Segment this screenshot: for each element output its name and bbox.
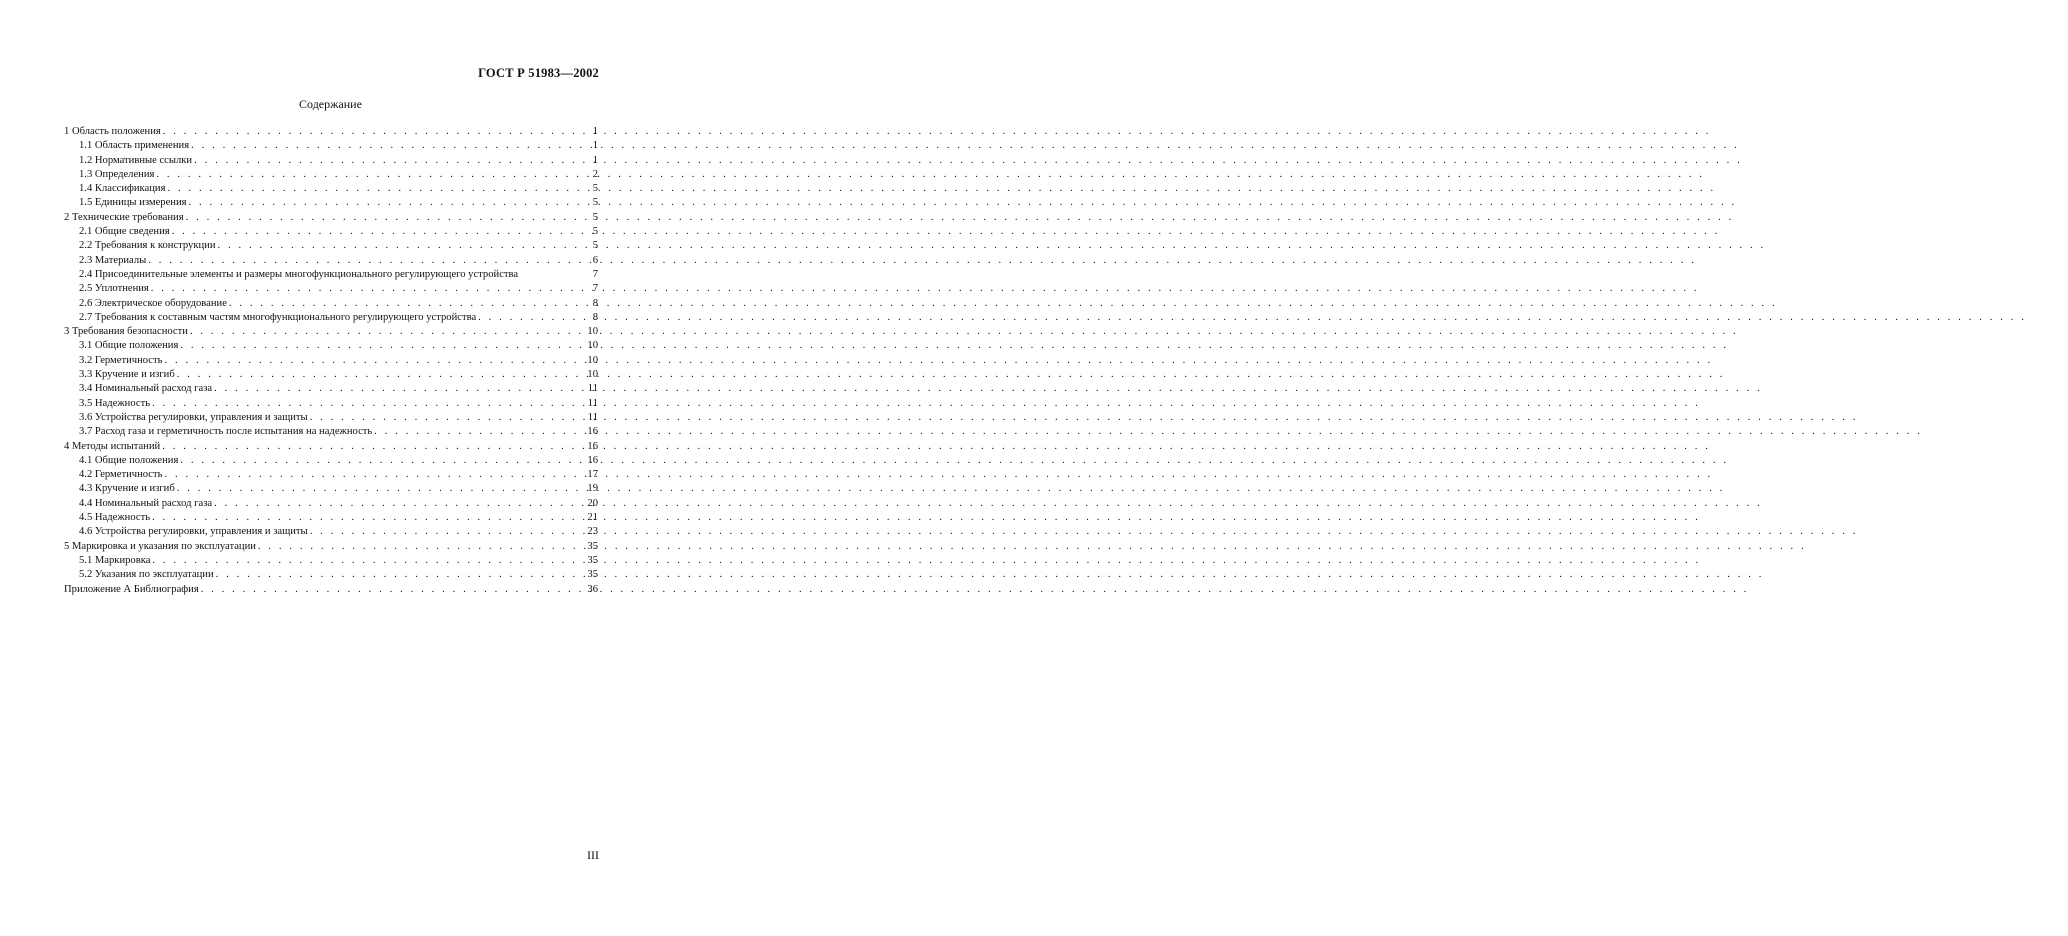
toc-entry-label: 2.2 Требования к конструкции [79, 240, 216, 252]
toc-leader-dots [192, 154, 585, 168]
toc-entry-label: 2.4 Присоединительные элементы и размеры многофункционального регулирующего устройства [79, 268, 519, 280]
toc-title: Содержание [299, 97, 362, 111]
toc-entry-page: 10 [587, 354, 598, 366]
toc-entry-page: 8 [592, 297, 598, 309]
toc-entry [64, 482, 598, 496]
toc-entry-page: 5 [592, 226, 598, 238]
toc-entry-label: 4.4 Номинальный расход газа [79, 497, 213, 509]
toc-entry [64, 139, 598, 153]
toc-entry-page: 11 [587, 411, 598, 423]
toc-entry [64, 311, 598, 325]
toc-entry-page: 1 [592, 140, 598, 152]
toc-leader-dots [184, 211, 585, 225]
toc-entry-label: 4 Методы испытаний [64, 440, 161, 452]
toc-entry [64, 339, 598, 353]
toc-entry-label: 3.1 Общие положения [79, 340, 179, 352]
toc-entry-page: 5 [592, 183, 598, 195]
toc-entry-page: 35 [587, 554, 598, 566]
toc-entry-page: 36 [587, 583, 598, 595]
toc-entry [64, 425, 598, 439]
toc-entry-label: 4.3 Кручение и изгиб [79, 483, 175, 495]
toc-leader-dots [154, 168, 585, 182]
toc-leader-dots [150, 397, 585, 411]
toc-entry-page: 17 [587, 469, 598, 481]
toc-entry-label: 1.4 Классификация [79, 183, 166, 195]
toc-entry [64, 168, 598, 182]
toc-entry [64, 525, 598, 539]
toc-leader-dots [160, 440, 584, 454]
toc-entry-label: 3.3 Кручение и изгиб [79, 369, 175, 381]
toc-entry [64, 511, 598, 525]
toc-entry [64, 540, 598, 554]
toc-entry-page: 16 [587, 440, 598, 452]
toc-entry [64, 554, 598, 568]
toc-entry-page: 5 [592, 197, 598, 209]
toc-leader-dots [162, 468, 584, 482]
toc-entry-page: 10 [587, 326, 598, 338]
toc-entry-page: 5 [592, 211, 598, 223]
toc-entry [64, 368, 598, 382]
toc-entry [64, 583, 598, 597]
toc-entry-page: 35 [587, 540, 598, 552]
toc-entry-page: 20 [587, 497, 598, 509]
toc-entry-label: 2.6 Электрическое оборудование [79, 297, 227, 309]
toc-entry-page: 16 [587, 426, 598, 438]
toc-entry-page: 6 [592, 254, 598, 266]
toc-leader-dots [146, 254, 585, 268]
toc-entry [64, 397, 598, 411]
toc-leader-dots [188, 325, 584, 339]
toc-entry [64, 239, 598, 253]
toc-entry-label: 5.1 Маркировка [79, 554, 151, 566]
toc-leader-dots [214, 568, 585, 582]
toc-entry [64, 196, 598, 210]
toc-entry-label: 1.3 Определения [79, 168, 155, 180]
toc-leader-dots [308, 525, 585, 539]
toc-entry [64, 254, 598, 268]
toc-entry [64, 154, 598, 168]
toc-entry-label: 3.7 Расход газа и герметичность после испытания на надежность [79, 426, 373, 438]
toc-leader-dots [256, 540, 584, 554]
toc-entry-label: 1.5 Единицы измерения [79, 197, 187, 209]
toc-leader-dots [178, 454, 584, 468]
toc-leader-dots [372, 425, 584, 439]
toc-entry-label: 2 Технические требования [64, 211, 184, 223]
toc-entry [64, 497, 598, 511]
toc-entry-label: 4.1 Общие положения [79, 454, 179, 466]
toc-leader-dots [162, 354, 584, 368]
toc-entry [64, 468, 598, 482]
toc-leader-dots [227, 297, 585, 311]
toc-entry [64, 182, 598, 196]
toc-entry-page: 11 [587, 397, 598, 409]
document-code: ГОСТ Р 51983—2002 [478, 66, 599, 80]
page-number: III [587, 848, 599, 862]
toc-entry-label: 4.5 Надежность [79, 512, 151, 524]
toc-leader-dots [187, 196, 585, 210]
toc-leader-dots [150, 554, 584, 568]
toc-entry-label: 1 Область положения [64, 126, 161, 137]
toc-entry [64, 211, 598, 225]
toc-entry-label: 3.4 Номинальный расход газа [79, 383, 213, 395]
toc-entry-label: 3.2 Герметичность [79, 354, 163, 366]
toc-entry-label: 1.1 Область применения [79, 140, 190, 152]
toc-entry-label: 2.7 Требования к составным частям многофункционального регулирующего устройства [79, 311, 477, 323]
toc-leader-dots [175, 368, 585, 382]
toc-leader-dots [216, 239, 585, 253]
toc-entry-label: 5 Маркировка и указания по эксплуатации [64, 540, 256, 552]
toc-entry [64, 225, 598, 239]
toc-entry [64, 568, 598, 582]
toc-entry-label: 5.2 Указания по эксплуатации [79, 569, 214, 581]
toc-entry-label: 2.5 Уплотнения [79, 283, 149, 295]
toc-entry-page: 16 [587, 454, 598, 466]
toc-leader-dots [161, 125, 585, 139]
toc-entry-page: 23 [587, 526, 598, 538]
toc-entry-label: Приложение А Библиография [64, 583, 199, 595]
toc-entry-label: 3.6 Устройства регулировки, управления и защиты [79, 411, 308, 423]
toc-entry-label: 4.2 Герметичность [79, 469, 163, 481]
toc-leader-dots [149, 282, 585, 296]
toc-entry [64, 411, 598, 425]
toc-leader-dots [175, 482, 585, 496]
table-of-contents [64, 125, 598, 597]
toc-entry-label: 3 Требования безопасности [64, 326, 188, 338]
toc-entry-page: 21 [587, 512, 598, 524]
toc-leader-dots [178, 339, 584, 353]
toc-leader-dots [199, 583, 585, 597]
toc-entry-page: 7 [592, 268, 598, 280]
toc-leader-dots [212, 497, 584, 511]
toc-leader-dots [212, 382, 585, 396]
toc-entry-page: 10 [587, 369, 598, 381]
toc-leader-dots [170, 225, 585, 239]
toc-entry-label: 2.1 Общие сведения [79, 226, 170, 238]
toc-entry-page: 1 [592, 154, 598, 166]
toc-leader-dots [476, 311, 585, 325]
toc-entry-page: 2 [592, 168, 598, 180]
toc-entry [64, 297, 598, 311]
toc-leader-dots [308, 411, 585, 425]
toc-entry [64, 454, 598, 468]
toc-entry [64, 268, 598, 282]
toc-entry-page: 7 [592, 283, 598, 295]
toc-leader-dots [165, 182, 585, 196]
toc-entry-page: 5 [592, 240, 598, 252]
toc-entry-page: 35 [587, 569, 598, 581]
toc-entry-page: 10 [587, 340, 598, 352]
toc-entry [64, 325, 598, 339]
toc-entry [64, 282, 598, 296]
toc-entry [64, 354, 598, 368]
toc-entry [64, 125, 598, 139]
toc-entry-label: 2.3 Материалы [79, 254, 147, 266]
toc-entry-page: 19 [587, 483, 598, 495]
toc-entry-page: 8 [592, 311, 598, 323]
toc-entry-page: 11 [587, 383, 598, 395]
toc-leader-dots [150, 511, 584, 525]
toc-entry [64, 440, 598, 454]
toc-leader-dots [189, 139, 585, 153]
toc-entry-page: 1 [592, 126, 598, 137]
toc-entry-label: 4.6 Устройства регулировки, управления и защиты [79, 526, 308, 538]
toc-entry [64, 382, 598, 396]
toc-entry-label: 3.5 Надежность [79, 397, 151, 409]
toc-entry-label: 1.2 Нормативные ссылки [79, 154, 193, 166]
